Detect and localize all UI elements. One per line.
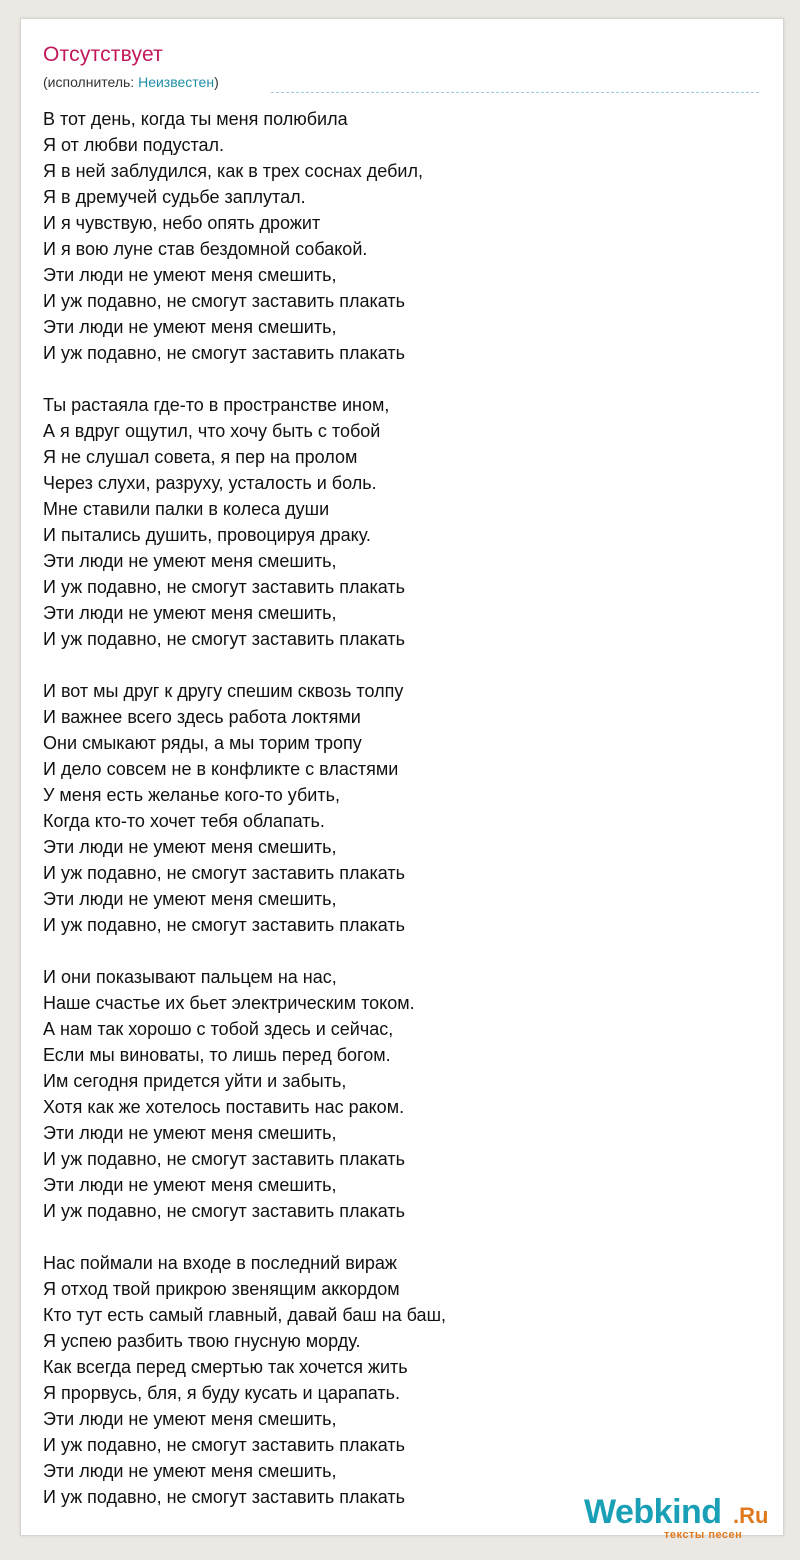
lyric-line: В тот день, когда ты меня полюбила [43,109,348,129]
webkind-logo [584,1493,784,1545]
lyric-line: Эти люди не умеют меня смешить, [43,317,337,337]
lyric-line: Эти люди не умеют меня смешить, [43,265,337,285]
lyric-line: И дело совсем не в конфликте с властями [43,759,399,779]
lyric-line: Я от любви подустал. [43,135,225,155]
lyric-line: Нас поймали на входе в последний вираж [43,1253,397,1273]
lyric-line: Когда кто-то хочет тебя облапать. [43,811,325,831]
lyric-line: Эти люди не умеют меня смешить, [43,837,337,857]
lyric-line: Эти люди не умеют меня смешить, [43,1461,337,1481]
lyric-line: Хотя как же хотелось поставить нас раком. [43,1097,405,1117]
lyric-line: Мне ставили палки в колеса души [43,499,330,519]
lyric-line: Ты растаяла где-то в пространстве ином, [43,395,390,415]
performer-suffix: ) [214,74,219,90]
verse-gap [43,1224,743,1250]
lyric-line: И уж подавно, не смогут заставить плакать [43,915,406,935]
song-title: Отсутствует [43,43,163,66]
lyrics-card [20,18,784,1541]
lyric-line: Они смыкают ряды, а мы торим тропу [43,733,362,753]
performer-prefix: (исполнитель: [43,74,139,90]
lyric-line: И уж подавно, не смогут заставить плакать [43,1149,406,1169]
logo-tagline: тексты песен [664,1529,743,1541]
lyric-line: Если мы виноваты, то лишь перед богом. [43,1045,391,1065]
logo-brand: Webkind [584,1493,722,1531]
verse-gap [43,652,743,678]
lyric-line: Я в дремучей судьбе заплутал. [43,187,306,207]
lyric-line: Я отход твой прикрою звенящим аккордом [43,1279,400,1299]
lyric-line: И уж подавно, не смогут заставить плакать [43,1201,406,1221]
header-divider [271,92,759,93]
lyric-line: Я в ней заблудился, как в трех соснах дебил, [43,161,423,181]
performer-line [43,74,219,90]
lyric-line: Наше счастье их бьет электрическим током. [43,993,415,1013]
lyric-line: И я чувствую, небо опять дрожит [43,213,321,233]
lyric-line: И уж подавно, не смогут заставить плакать [43,1435,406,1455]
lyric-line: И уж подавно, не смогут заставить плакать [43,343,406,363]
lyric-line: И уж подавно, не смогут заставить плакать [43,629,406,649]
lyric-line: Я прорвусь, бля, я буду кусать и царапать. [43,1383,400,1403]
lyric-line: Эти люди не умеют меня смешить, [43,1175,337,1195]
lyric-line: Эти люди не умеют меня смешить, [43,1409,337,1429]
lyric-line: И я вою луне став бездомной собакой. [43,239,368,259]
lyric-line: И уж подавно, не смогут заставить плакать [43,577,406,597]
verse-gap [43,366,743,392]
lyric-line: И пытались душить, провоцируя драку. [43,525,371,545]
lyric-line: И они показывают пальцем на нас, [43,967,337,987]
lyric-line: И важнее всего здесь работа локтями [43,707,361,727]
lyric-line: Я успею разбить твою гнусную морду. [43,1331,361,1351]
lyric-line: И уж подавно, не смогут заставить плакать [43,291,406,311]
lyric-line: И уж подавно, не смогут заставить плакать [43,1487,406,1507]
lyric-line: Я не слушал совета, я пер на пролом [43,447,358,467]
lyric-line: Через слухи, разруху, усталость и боль. [43,473,377,493]
lyric-line: А нам так хорошо с тобой здесь и сейчас, [43,1019,394,1039]
lyric-line: Эти люди не умеют меня смешить, [43,1123,337,1143]
lyric-line: А я вдруг ощутил, что хочу быть с тобой [43,421,381,441]
lyric-line: Кто тут есть самый главный, давай баш на баш, [43,1305,447,1325]
performer-link[interactable]: Неизвестен [138,74,215,90]
lyric-line: У меня есть желанье кого-то убить, [43,785,340,805]
verse-gap [43,938,743,964]
lyric-line: Эти люди не умеют меня смешить, [43,889,337,909]
lyric-line: Как всегда перед смертью так хочется жить [43,1357,408,1377]
lyric-line: И вот мы друг к другу спешим сквозь толпу [43,681,404,701]
lyric-line: Эти люди не умеют меня смешить, [43,551,337,571]
lyric-line: Им сегодня придется уйти и забыть, [43,1071,347,1091]
lyric-line: Эти люди не умеют меня смешить, [43,603,337,623]
lyric-line: И уж подавно, не смогут заставить плакать [43,863,406,883]
logo-tld: .Ru [733,1503,769,1528]
lyrics-text [43,106,743,1510]
